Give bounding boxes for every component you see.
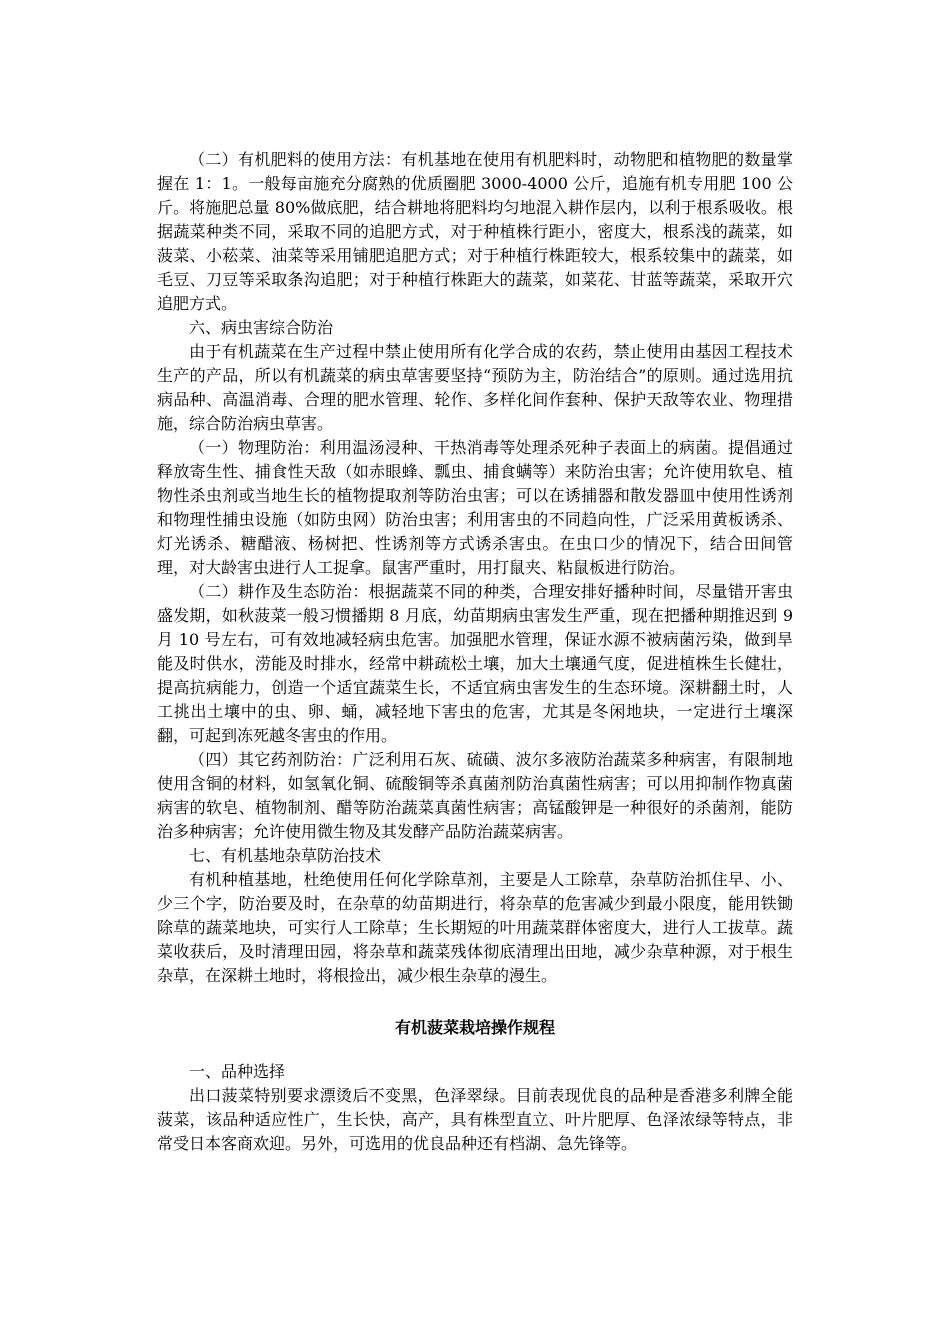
paragraph-weed-control: 有机种植基地，杜绝使用任何化学除草剂，主要是人工除草，杂草防治抓住早、小、少三个字，防治要及时，在杂草的幼苗期进行，将杂草的危害减少到最小限度，能用铁锄除草的蔬菜地块，可实行人工除草；生长期短的叶用蔬菜群体密度大，进行人工拔草。蔬菜收获后，及时清理田园，将杂草和蔬菜残体彻底清理出田地，减少杂草种源，对于根生杂草，在深耕土地时，将根捡出，减少根生杂草的漫生。 (157, 870, 793, 985)
paragraph-other-chemical-control: （四）其它药剂防治：广泛利用石灰、硫磺、波尔多液防治蔬菜多种病害，有限制地使用含铜的材料，如氢氧化铜、硫酸铜等杀真菌剂防治真菌性病害；可以用抑制作物真菌病害的软皂、植物制剂、醋等防治蔬菜真菌性病害；高锰酸钾是一种很好的杀菌剂，能防治多种病害；允许使用微生物及其发酵产品防治蔬菜病害。 (157, 750, 793, 841)
paragraph-pest-intro: 由于有机蔬菜在生产过程中禁止使用所有化学合成的农药，禁止使用由基因工程技术生产的产品，所以有机蔬菜的病虫草害要坚持“预防为主，防治结合”的原则。通过选用抗病品种、高温消毒、合理的肥水管理、轮作、多样化间作套种、保护天敌等农业、物理措施，综合防治病虫草害。 (157, 342, 793, 433)
paragraph-fertilizer-method: （二）有机肥料的使用方法：有机基地在使用有机肥料时，动物肥和植物肥的数量掌握在 1：1。一般每亩施充分腐熟的优质圈肥 3000-4000 公斤，追施有机专用肥 100 公斤。将施肥总量 80%做底肥，结合耕地将肥料均匀地混入耕作层内，以利于根系吸收。根据蔬菜种类不同，采取不同的追肥方式，对于种植株行距小，密度大，根系浅的蔬菜，如菠菜、小菘菜、油菜等采用铺肥追肥方式；对于种植行株距较大，根系较集中的蔬菜，如毛豆、刀豆等采取条沟追肥；对于种植行株距大的蔬菜，如菜花、甘蓝等蔬菜，采取开穴追肥方式。 (157, 150, 793, 313)
heading-weed-control: 七、有机基地杂草防治技术 (189, 846, 382, 865)
heading-pest-control: 六、病虫害综合防治 (189, 318, 334, 337)
document-page (157, 148, 793, 1156)
paragraph-cultural-control: （二）耕作及生态防治：根据蔬菜不同的种类，合理安排好播种时间，尽量错开害虫盛发期，如秋菠菜一般习惯播期 8 月底，幼苗期病虫害发生严重，现在把播种期推迟到 9 月 10 号左右，可有效地减轻病虫危害。加强肥水管理，保证水源不被病菌污染，做到旱能及时供水，涝能及时排水，经常中耕疏松土壤，加大土壤通气度，促进植株生长健壮，提高抗病能力，创造一个适宜蔬菜生长，不适宜病虫害发生的生态环境。深耕翻土时，人工挑出土壤中的虫、卵、蛹，减轻地下害虫的危害，尤其是冬闲地块，一定进行土壤深翻，可起到冻死越冬害虫的作用。 (157, 582, 793, 745)
document-title-spinach: 有机菠菜栽培操作规程 (394, 1018, 555, 1037)
paragraph-variety-selection: 出口菠菜特别要求漂烫后不变黑，色泽翠绿。目前表现优良的品种是香港多利牌全能菠菜，该品种适应性广，生长快，高产，具有株型直立、叶片肥厚、色泽浓绿等特点，非常受日本客商欢迎。另外，可选用的优良品种还有档湖、急先锋等。 (157, 1086, 793, 1153)
heading-variety-selection: 一、品种选择 (189, 1062, 286, 1081)
paragraph-physical-control: （一）物理防治：利用温汤浸种、干热消毒等处理杀死种子表面上的病菌。提倡通过释放寄生性、捕食性天敌（如赤眼蜂、瓢虫、捕食螨等）来防治虫害；允许使用软皂、植物性杀虫剂或当地生长的植物提取剂等防治虫害；可以在诱捕器和散发器皿中使用性诱剂和物理性捕虫设施（如防虫网）防治虫害；利用害虫的不同趋向性，广泛采用黄板诱杀、灯光诱杀、糖醋液、杨树把、性诱剂等方式诱杀害虫。在虫口少的情况下，结合田间管理，对大龄害虫进行人工捉拿。鼠害严重时，用打鼠夹、粘鼠板进行防治。 (157, 438, 793, 577)
